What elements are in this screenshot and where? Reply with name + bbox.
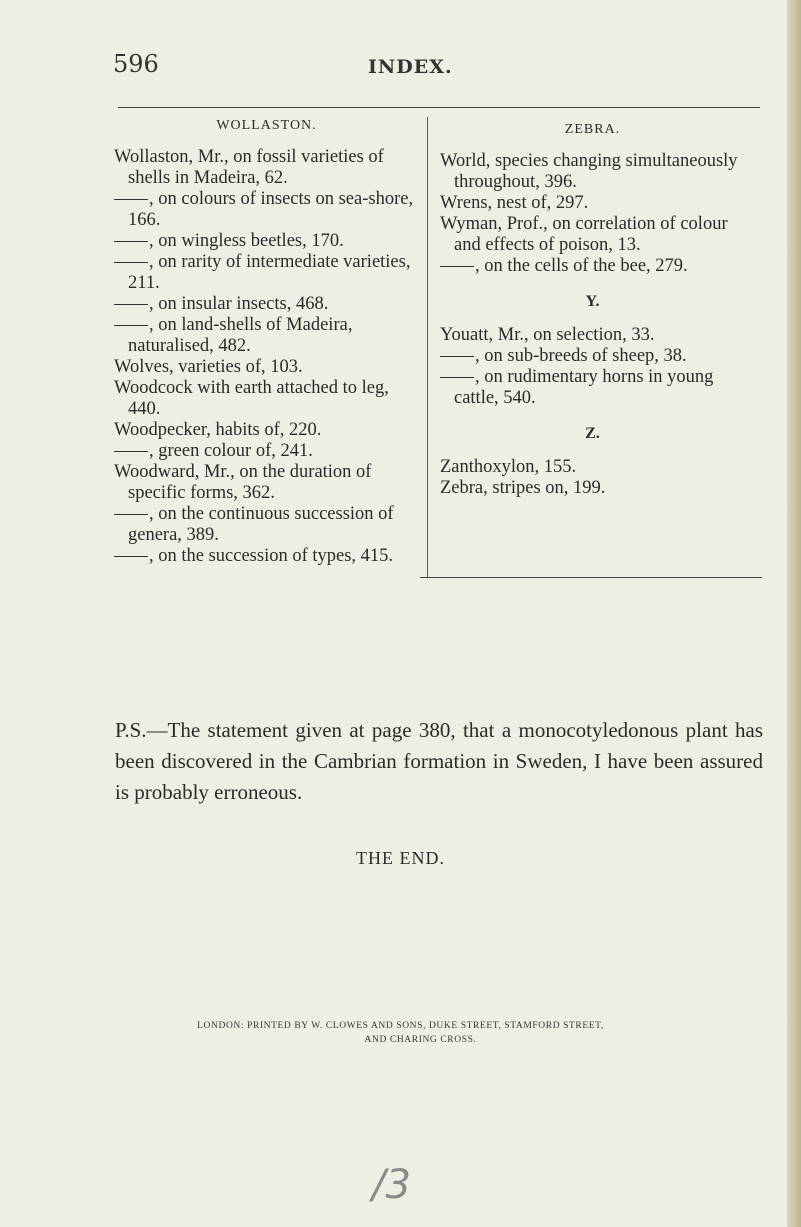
ditto-dash — [114, 199, 148, 200]
top-rule — [118, 107, 760, 108]
index-entry — [114, 315, 419, 357]
index-entry-text: Zebra, stripes on, 199. — [440, 478, 606, 498]
index-entry — [114, 189, 419, 231]
left-column-heading: WOLLASTON. — [216, 118, 317, 133]
index-entry — [114, 546, 419, 567]
pencil-mark: /3 — [372, 1162, 411, 1208]
bottom-rule — [420, 577, 762, 578]
index-entry — [114, 462, 419, 504]
index-entry-text: , on the continuous succession of genera, 389. — [128, 504, 394, 545]
index-entry — [114, 357, 419, 378]
index-entry-text: , on sub-breeds of sheep, 38. — [475, 346, 687, 366]
index-entry-text: Wolves, varieties of, 103. — [114, 357, 303, 377]
index-entry-text: , on the succession of types, 415. — [149, 546, 394, 566]
index-entry — [440, 214, 745, 256]
index-entry — [114, 420, 419, 441]
index-entry-text: World, species changing simultaneously throughout, 396. — [440, 151, 738, 192]
right-column — [440, 119, 745, 499]
ditto-dash — [114, 325, 148, 326]
index-entry-text: , green colour of, 241. — [149, 441, 313, 461]
the-end: THE END. — [356, 848, 445, 868]
index-entry — [440, 367, 745, 409]
index-entry-text: Woodpecker, habits of, 220. — [114, 420, 322, 440]
index-entry — [440, 151, 745, 193]
index-entry-text: Zanthoxylon, 155. — [440, 457, 577, 477]
ditto-dash — [114, 451, 148, 452]
w-entry-list — [440, 151, 745, 277]
index-entry — [114, 378, 419, 420]
index-entry-text: Woodcock with earth attached to leg, 440. — [114, 378, 389, 419]
ditto-dash — [114, 514, 148, 515]
index-entry-text: , on the cells of the bee, 279. — [475, 256, 688, 276]
index-entry-text: , on insular insects, 468. — [149, 294, 329, 314]
right-column-heading: ZEBRA. — [564, 122, 621, 137]
index-entry-text: , on wingless beetles, 170. — [149, 231, 344, 251]
letter-heading-y: Y. — [585, 293, 600, 310]
index-entry — [440, 193, 745, 214]
index-entry-text: Wollaston, Mr., on fossil varieties of shells in Madeira, 62. — [114, 147, 384, 188]
letter-heading-z: Z. — [585, 425, 600, 442]
printer-line-2: AND CHARING CROSS. — [364, 1035, 477, 1045]
index-entry — [114, 231, 419, 252]
ditto-dash — [440, 356, 474, 357]
index-entry-text: , on rarity of intermediate varieties, 211. — [128, 252, 411, 293]
z-entry-list — [440, 457, 745, 499]
ditto-dash — [114, 304, 148, 305]
index-entry-text: Wrens, nest of, 297. — [440, 193, 589, 213]
left-column — [114, 115, 419, 567]
ditto-dash — [440, 377, 474, 378]
left-entry-list — [114, 147, 419, 567]
y-entry-list — [440, 325, 745, 409]
printer-imprint — [0, 1019, 801, 1047]
index-entry-text: , on rudimentary horns in young cattle, 540. — [454, 367, 714, 408]
index-entry — [114, 252, 419, 294]
index-entry — [114, 504, 419, 546]
index-entry — [440, 256, 745, 277]
index-entry-text: Woodward, Mr., on the duration of specific forms, 362. — [114, 462, 372, 503]
index-entry — [114, 147, 419, 189]
index-entry — [114, 294, 419, 315]
index-entry-text: , on land-shells of Madeira, naturalised, 482. — [128, 315, 353, 356]
index-entry-text: , on colours of insects on sea-shore, 166. — [128, 189, 414, 230]
index-entry — [440, 478, 745, 499]
ditto-dash — [114, 262, 148, 263]
index-entry — [440, 457, 745, 478]
index-entry — [440, 325, 745, 346]
printer-line-1: LONDON: PRINTED BY W. CLOWES AND SONS, DUKE STREET, STAMFORD STREET, — [197, 1021, 604, 1031]
column-divider — [427, 117, 428, 577]
index-entry — [114, 441, 419, 462]
ditto-dash — [440, 266, 474, 267]
index-entry-text: Youatt, Mr., on selection, 33. — [440, 325, 655, 345]
ditto-dash — [114, 556, 148, 557]
index-entry-text: Wyman, Prof., on correlation of colour and effects of poison, 13. — [440, 214, 728, 255]
ditto-dash — [114, 241, 148, 242]
page-number: 596 — [113, 50, 159, 78]
index-entry — [440, 346, 745, 367]
postscript: P.S.—The statement given at page 380, that a monocotyledonous plant has been discovered in the Cambrian formation in Sweden, I have been assured is probably erroneous. — [115, 718, 763, 804]
running-head: INDEX. — [368, 56, 453, 78]
